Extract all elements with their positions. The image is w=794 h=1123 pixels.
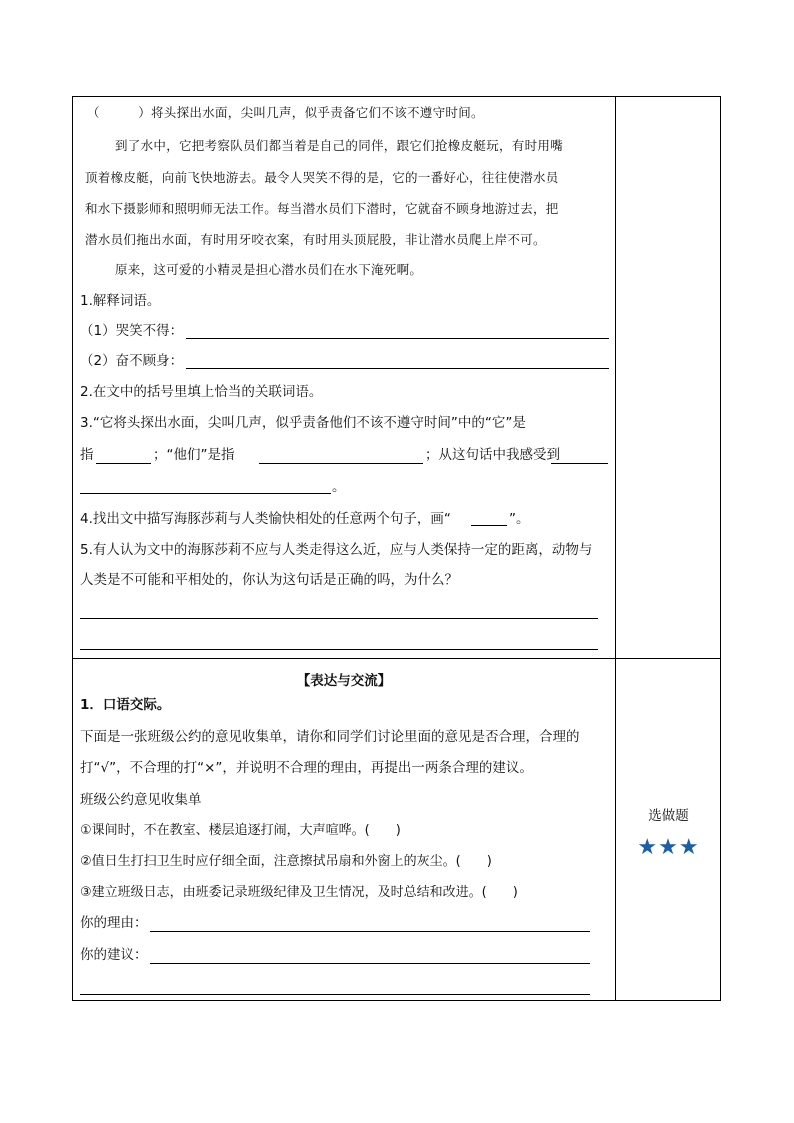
question-3-period: 。	[332, 479, 346, 495]
passage-line-6: 原来，这可爱的小精灵是担心潜水员们在水下淹死啊。	[115, 262, 423, 277]
intro-line-2: 打“√”，不合理的打“×”，并说明不合理的理由，再提出一两条合理的建议。	[80, 760, 533, 776]
passage-line-1: （ ）将头探出水面，尖叫几声，似乎责备它们不该不遵守时间。	[87, 105, 484, 120]
opinion-item-3: ③建立班级日志，由班委记录班级纪律及卫生情况，及时总结和改进。( )	[80, 885, 518, 900]
section-heading: 【表达与交流】	[296, 673, 392, 689]
answer-line-5b[interactable]	[80, 649, 598, 650]
answer-line-3d[interactable]	[80, 493, 331, 494]
answer-line-1b[interactable]	[186, 368, 609, 369]
question-5-line-1: 5.有人认为文中的海豚莎莉不应与人类走得这么近，应与人类保持一定的距离，动物与	[80, 542, 593, 558]
question-3-line-1: 3.“它将头探出水面，尖叫几声，似乎责备他们不该不遵守时间”中的“它”是	[80, 415, 526, 431]
extra-answer-line[interactable]	[80, 994, 590, 995]
passage-line-3: 顶着橡皮艇，向前飞快地游去。最令人哭笑不得的是，它的一番好心，往往使潜水员	[85, 170, 559, 185]
answer-line-1a[interactable]	[186, 338, 609, 339]
reason-answer-line[interactable]	[150, 931, 590, 932]
question-1a-label: （1）哭笑不得：	[80, 323, 184, 339]
column-divider	[615, 97, 616, 1000]
opinion-item-2: ②值日生打扫卫生时应仔细全面，注意擦拭吊扇和外窗上的灰尘。( )	[80, 854, 492, 869]
answer-line-3c[interactable]	[551, 463, 608, 464]
question-5-line-2: 人类是不可能和平相处的，你认为这句话是正确的吗，为什么？	[80, 572, 458, 588]
difficulty-stars-icon: ★★★	[637, 835, 700, 860]
passage-line-5: 潜水员们拖出水面，有时用牙咬衣案，有时用头顶屁股，非让潜水员爬上岸不可。	[85, 232, 546, 247]
question-3-end: ；从这句话中我感受到	[425, 447, 560, 463]
suggestion-label: 你的建议：	[80, 947, 148, 963]
underline-sample	[471, 525, 507, 526]
question-3-zhi: 指	[80, 447, 94, 463]
question-2: 2.在文中的括号里填上恰当的关联词语。	[80, 384, 323, 400]
question-1b-label: （2）奋不顾身：	[80, 353, 184, 369]
question-3-mid: ；“他们”是指	[153, 447, 235, 463]
reason-label: 你的理由：	[80, 915, 148, 931]
passage-line-4: 和水下摄影师和照明师无法工作。每当潜水员们下潜时，它就奋不顾身地游过去，把	[85, 201, 559, 216]
question-1-title: 1.解释词语。	[80, 293, 161, 309]
passage-line-2: 到了水中，它把考察队员们都当着是自己的同伴，跟它们抢橡皮艇玩，有时用嘴	[115, 138, 564, 153]
question-4-text: 4.找出文中描写海豚莎莉与人类愉快相处的任意两个句子，画“	[80, 511, 451, 527]
worksheet-table	[72, 96, 721, 1001]
opinion-item-1: ①课间时，不在教室、楼层追逐打闹，大声喧哗。( )	[80, 823, 401, 838]
optional-question-label: 选做题	[648, 808, 689, 824]
answer-line-3b[interactable]	[259, 463, 423, 464]
intro-line-1: 下面是一张班级公约的意见收集单，请你和同学们讨论里面的意见是否合理，合理的	[80, 729, 580, 745]
answer-line-3a[interactable]	[96, 463, 151, 464]
answer-line-5a[interactable]	[80, 618, 598, 619]
row-divider	[73, 658, 720, 659]
question-4-close: ”。	[509, 511, 530, 527]
oral-communication-title: 1．口语交际。	[80, 697, 171, 713]
form-title: 班级公约意见收集单	[80, 792, 202, 808]
suggestion-answer-line[interactable]	[150, 963, 590, 964]
